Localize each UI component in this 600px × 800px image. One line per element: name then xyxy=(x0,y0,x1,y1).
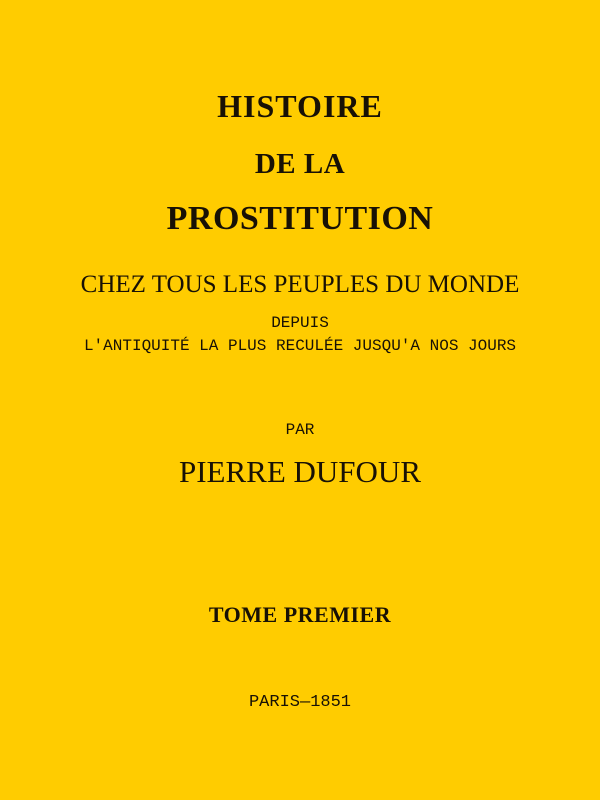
book-subtitle-line-1: CHEZ TOUS LES PEUPLES DU MONDE xyxy=(80,271,520,298)
byline-label: PAR xyxy=(285,421,315,439)
author-name: PIERRE DUFOUR xyxy=(178,454,421,489)
book-title-line-3: PROSTITUTION xyxy=(166,200,434,237)
book-subtitle-line-3: L'ANTIQUITÉ LA PLUS RECULÉE JUSQU'A NOS JOURS xyxy=(83,337,517,355)
book-subtitle-line-2: DEPUIS xyxy=(271,314,329,332)
imprint-line: PARIS—1851 xyxy=(248,693,352,712)
volume-label: TOME PREMIER xyxy=(208,602,392,627)
book-title-line-2: DE LA xyxy=(254,148,346,180)
book-title-line-1: HISTOIRE xyxy=(217,88,383,124)
